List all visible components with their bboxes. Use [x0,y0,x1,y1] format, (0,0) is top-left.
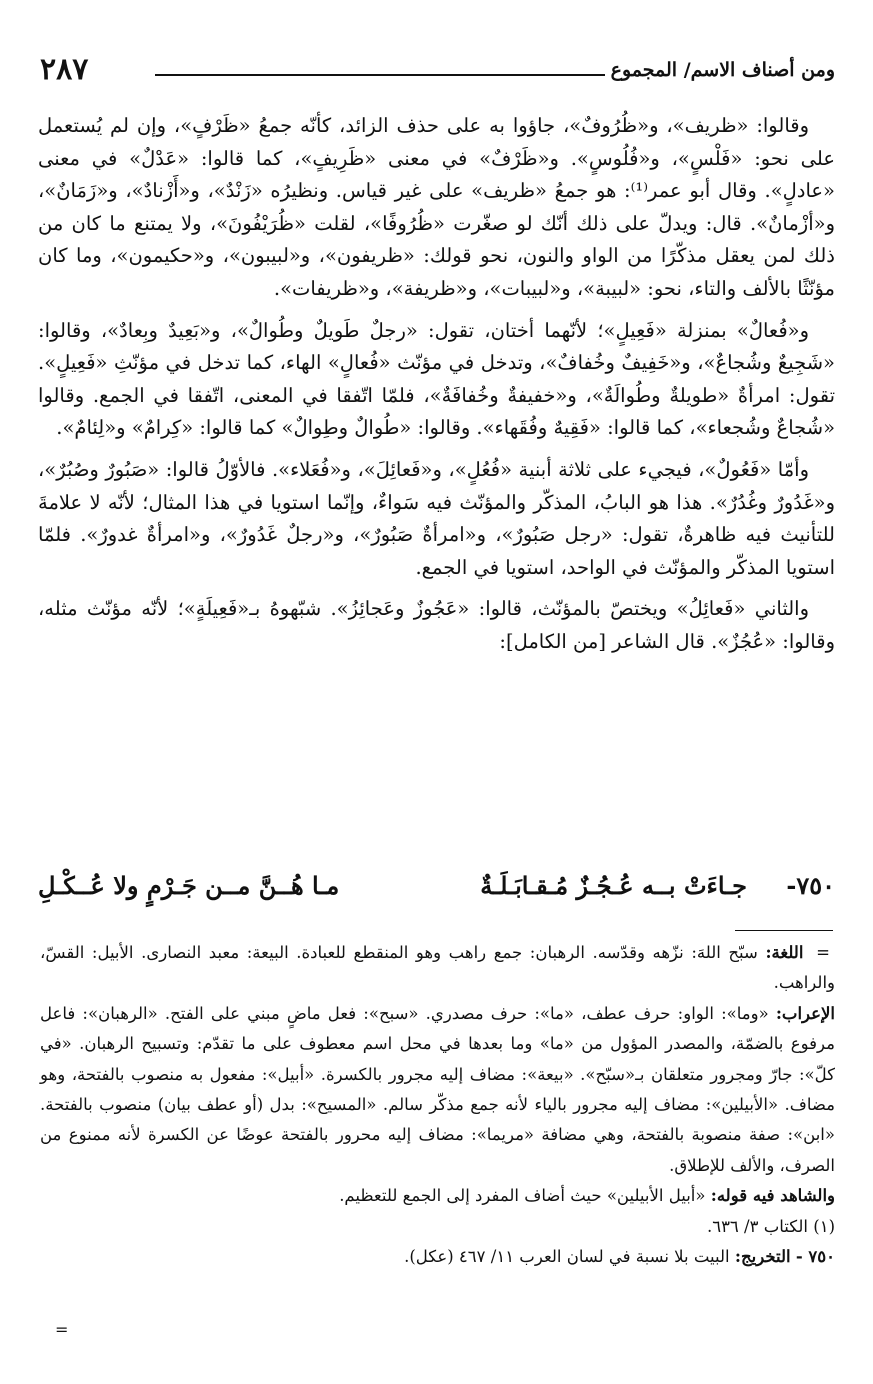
takhrij-text: البيت بلا نسبة في لسان العرب ١١/ ٤٦٧ (عكل). [404,1247,730,1267]
main-text [38,110,835,668]
paragraph: وأمّا «فَعُولٌ»، فيجيء على ثلاثة أبنية «فُعُلٍ»، و«فَعائِلَ»، و«فُعَلاء». فالأوّلُ قالوا: «صَبُورٌ وصُبُرٌ»، و«غَدُورٌ وغُدُرٌ». هذا هو البابُ، المذكّر والمؤنّث فيه سَواءٌ، وإنّما استويا في هذا المثال؛ لأنّه لا علامةَ للتأنيث فيه ظاهرةٌ، تقول: «رجل صَبُورٌ»، و«امرأةٌ صَبُورٌ»، و«رجلٌ غَدُورٌ»، و«امرأةٌ غدورٌ». فلمّا استويا المذكّر والمؤنّث في الواحد، استويا في الجمع. [38,457,835,579]
footnote-1: (١) الكتاب ٣/ ٦٣٦. [706,1216,835,1236]
page-header [40,50,835,90]
poetry-verse [38,860,835,912]
footnotes [40,938,835,1272]
lugha-text: سبّح اللهَ: نزّهه وقدّسه. الرهبان: جمع راهب وهو المنقطع للعبادة. البيعة: معبد النصارى. الأبيل: القسّ، والراهب. [40,943,835,993]
verse-number: ٧٥٠- [786,871,835,900]
shahid-text: «أبيل الأبيلين» حيث أضاف المفرد إلى الجمع للتعظيم. [339,1186,706,1206]
running-head: ومن أصناف الاسم/ المجموع [610,59,835,81]
page-number: ٢٨٧ [40,52,89,87]
paragraph: و«فُعالٌ» بمنزلة «فَعِيلٍ»؛ لأنّهما أختان، تقول: «رجلٌ طَويلٌ وطُوالٌ»، و«بَعِيدٌ وبِعادٌ»، وقالوا: «شَجِيعٌ وشُجاعٌ»، و«خَفِيفٌ وخُفافٌ»، وتدخل في مؤنّث «فُعالٍ» الهاء، كما تدخل في مؤنّثِ «فَعِيلٍ». تقول: امرأةٌ «طويلةٌ وطُوالَةٌ»، و«خفيفةٌ وخُفافَةٌ»، فلمّا اتّفقا في المعنى، اتّفقا في الجمع. وقالوا «شُجاعٌ وشُجعاء»، كما قالوا: «فَقِيهٌ وفُقَهاء». وقالوا: «طُوالٌ وطِوالٌ» كما قالوا: «كِرامٌ» و«لِئامٌ». [38,318,835,440]
irab-text: «وما»: الواو: حرف عطف، «ما»: حرف مصدري. «سبح»: فعل ماضٍ مبني على الفتح. «الرهبان»: فاعل مرفوع بالضمّة، والمصدر المؤول من «ما» وما بعدها في محل اسم معطوف على ما تقدّم: وتسبيح الرهبان. «في كلّ»: جارّ ومجرور متعلقان بـ«سبّح». «بيعة»: مضاف إليه مجرور بالكسرة. «أبيل»: مفعول به منصوب بالفتحة، وهو مضاف. «الأبيلين»: مضاف إليه مجرور بالياء لأنه جمع مذكّر سالم. «المسيح»: بدل (أو عطف بيان) منصوب بالفتحة. «ابن»: صفة منصوبة بالفتحة، وهي مضافة «مريما»: مضاف إليه محرور بالفتحة عوضًا عن الكسرة لأنه ممنوع من الصرف، والألف للإطلاق. [40,1003,835,1175]
takhrij-label: التخريج: [734,1247,791,1267]
paragraph: والثاني «فَعائِلُ» ويختصّ بالمؤنّث، قالوا: «عَجُوزٌ وعَجائِزُ». شبّهوهُ بـ«فَعِيلَةٍ»؛ لأنّه مؤنّث مثله، وقالوا: «عُجُزٌ». قال الشاعر [من الكامل]: [38,597,835,653]
header-rule [155,74,605,76]
takhrij-note [40,1242,835,1272]
lugha-label: اللغة: [765,943,804,962]
lugha-note [40,938,835,999]
continuation-mark: = [816,943,830,962]
paragraph: وقالوا: «ظريف»، و«ظُرُوفٌ»، جاؤوا به على حذف الزائد، كأنّه جمعُ «ظَرْفٍ»، وإن لم يُستعمل على نحو: «فَلْسٍ»، و«فُلُوسٍ». و«ظَرْفٌ» في معنى «ظَرِيفٍ»، كما قالوا: «عَدْلٌ» في معنى «عادلٍ». وقال أبو عمر⁽¹⁾: هو جمعُ «ظريف» على غير قياس. ونظيرُه «زَنْدٌ»، و«أَزْنادٌ»، و«زَمَانٌ»، و«أزْمانٌ». قال: ويدلّ على ذلك أنّك لو صغّرت «ظُرُوفًا»، لقلت «ظُرَيْفُونَ»، ولا يمتنع ما كان من ذلك لمن يعقل مذكّرًا من الواو والنون، نحو قولك: «ظريفون»، و«لبيبون»، و«حكيمون»، وما كان مؤنّثًا بالألف والتاء، نحو: «لبيبة»، و«لبيبات»، و«ظريفة»، و«ظريفات». [38,114,835,300]
takhrij-number: ٧٥٠ - [795,1247,835,1267]
shahid-label: والشاهد فيه قوله: [710,1186,835,1206]
verse-first-hemistich: جـاءَتْ بــه عُـجُـزٌ مُـقـابَـلَـةٌ [480,871,747,900]
footnote-separator [735,930,833,931]
shahid-note [40,1181,835,1211]
irab-label: الإعراب: [775,1003,835,1023]
bottom-continuation-mark: = [55,1320,69,1339]
verse-second-hemistich: مـا هُــنَّ مــن جَـرْمٍ ولا عُــكْـلِ [38,871,340,900]
irab-note [40,999,835,1181]
